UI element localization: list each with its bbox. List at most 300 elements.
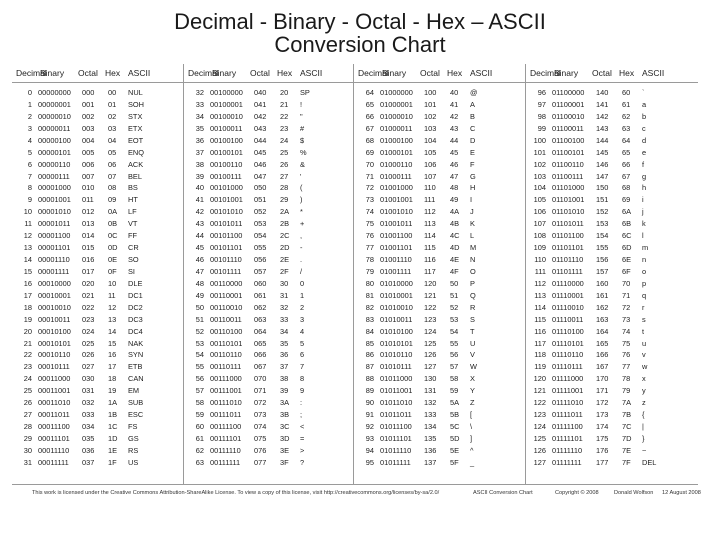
decimal-cell: 4 bbox=[27, 135, 32, 145]
octal-cell: 115 bbox=[424, 243, 436, 253]
binary-cell: 01000011 bbox=[380, 123, 413, 133]
ascii-cell: m bbox=[642, 243, 649, 253]
decimal-cell: 107 bbox=[533, 219, 546, 229]
binary-cell: 00111110 bbox=[210, 445, 241, 455]
octal-cell: 004 bbox=[82, 135, 95, 145]
binary-cell: 00100111 bbox=[210, 171, 242, 181]
header-binary: Binary bbox=[212, 68, 237, 78]
hex-cell: 3C bbox=[280, 422, 290, 432]
hex-cell: 35 bbox=[280, 338, 289, 348]
binary-cell: 01011101 bbox=[380, 433, 412, 443]
header-octal: Octal bbox=[78, 68, 98, 78]
decimal-cell: 47 bbox=[195, 266, 204, 276]
octal-cell: 102 bbox=[424, 111, 437, 121]
octal-cell: 170 bbox=[596, 374, 609, 384]
octal-cell: 145 bbox=[596, 147, 609, 157]
ascii-cell: ENQ bbox=[128, 147, 145, 157]
ascii-cell: 7 bbox=[300, 362, 305, 372]
binary-cell: 00101000 bbox=[210, 183, 243, 193]
decimal-cell: 23 bbox=[23, 362, 32, 372]
ascii-cell: A bbox=[470, 99, 475, 109]
decimal-cell: 34 bbox=[195, 111, 204, 121]
octal-cell: 157 bbox=[596, 266, 609, 276]
ascii-cell: g bbox=[642, 171, 647, 181]
hex-cell: 40 bbox=[450, 88, 459, 97]
ascii-cell: ^ bbox=[470, 445, 474, 455]
ascii-cell: # bbox=[300, 123, 305, 133]
octal-cell: 136 bbox=[424, 445, 437, 455]
octal-cell: 055 bbox=[254, 243, 267, 253]
ascii-cell: Y bbox=[470, 386, 475, 396]
decimal-cell: 31 bbox=[23, 457, 32, 467]
binary-cell: 01111001 bbox=[552, 386, 584, 396]
hex-cell: 42 bbox=[450, 111, 459, 121]
octal-cell: 143 bbox=[596, 123, 609, 133]
octal-cell: 016 bbox=[82, 255, 95, 265]
hex-cell: 23 bbox=[280, 123, 289, 133]
binary-cell: 00001001 bbox=[38, 195, 71, 205]
header-decimal: Decimal bbox=[188, 68, 219, 78]
license-note: This work is licensed under the Creative Commons Attribution-ShareAlike License. To view a copy of this license, visit http://creativecommons.org/licenses/by-sa/2.0/ bbox=[32, 490, 440, 496]
header-binary: Binary bbox=[40, 68, 65, 78]
octal-cell: 077 bbox=[254, 457, 267, 467]
ascii-cell: f bbox=[642, 159, 645, 169]
octal-cell: 163 bbox=[596, 314, 609, 324]
binary-cell: 01110110 bbox=[552, 350, 584, 360]
decimal-cell: 117 bbox=[534, 338, 546, 348]
hex-cell: 59 bbox=[450, 386, 459, 396]
decimal-cell: 106 bbox=[533, 207, 546, 217]
ascii-cell: ( bbox=[300, 183, 303, 193]
decimal-cell: 71 bbox=[365, 171, 374, 181]
binary-cell: 01111101 bbox=[552, 433, 583, 443]
binary-cell: 00001100 bbox=[38, 231, 71, 241]
binary-cell: 00110100 bbox=[210, 326, 243, 336]
decimal-cell: 95 bbox=[365, 457, 374, 467]
decimal-cell: 59 bbox=[195, 410, 204, 420]
hex-cell: 4E bbox=[450, 255, 460, 265]
ascii-cell: z bbox=[642, 398, 646, 408]
binary-cell: 00110001 bbox=[210, 290, 243, 300]
hex-cell: 65 bbox=[622, 147, 631, 157]
decimal-cell: 27 bbox=[23, 410, 32, 420]
decimal-cell: 113 bbox=[534, 290, 546, 300]
ascii-cell: E bbox=[470, 147, 475, 157]
binary-cell: 01001111 bbox=[380, 266, 412, 276]
decimal-cell: 29 bbox=[23, 433, 32, 443]
decimal-cell: 74 bbox=[365, 207, 374, 217]
ascii-cell: 2 bbox=[300, 302, 305, 312]
hex-cell: 46 bbox=[450, 159, 459, 169]
binary-cell: 00011101 bbox=[38, 433, 70, 443]
binary-cell: 01100001 bbox=[552, 99, 585, 109]
decimal-cell: 118 bbox=[534, 350, 546, 360]
decimal-cell: 90 bbox=[365, 398, 374, 408]
hex-cell: 37 bbox=[280, 362, 289, 372]
ascii-cell: - bbox=[300, 243, 303, 253]
binary-cell: 01001010 bbox=[380, 207, 413, 217]
decimal-cell: 60 bbox=[195, 422, 204, 432]
hex-cell: 6E bbox=[622, 255, 632, 265]
hex-cell: 5F bbox=[450, 457, 459, 467]
ascii-cell: SI bbox=[128, 266, 135, 276]
decimal-cell: 109 bbox=[533, 243, 546, 253]
hex-cell: 7C bbox=[622, 422, 632, 432]
decimal-cell: 30 bbox=[23, 445, 32, 455]
header-binary: Binary bbox=[382, 68, 407, 78]
binary-cell: 01101001 bbox=[552, 195, 585, 205]
decimal-cell: 70 bbox=[365, 159, 374, 169]
octal-cell: 044 bbox=[254, 135, 267, 145]
octal-cell: 130 bbox=[424, 374, 437, 384]
header-decimal: Decimal bbox=[530, 68, 561, 78]
decimal-cell: 112 bbox=[534, 278, 546, 288]
hex-cell: 2F bbox=[280, 266, 289, 276]
decimal-cell: 58 bbox=[195, 398, 204, 408]
octal-cell: 106 bbox=[424, 159, 437, 169]
hex-cell: 1D bbox=[108, 433, 118, 443]
ascii-cell: < bbox=[300, 422, 305, 432]
hex-cell: 4C bbox=[450, 231, 460, 241]
hex-cell: 71 bbox=[622, 290, 631, 300]
ascii-cell: 0 bbox=[300, 278, 305, 288]
hex-cell: 79 bbox=[622, 386, 631, 396]
hex-cell: 05 bbox=[108, 147, 117, 157]
octal-cell: 104 bbox=[424, 135, 437, 145]
binary-cell: 00100011 bbox=[210, 123, 243, 133]
octal-cell: 027 bbox=[82, 362, 95, 372]
ascii-cell: : bbox=[300, 398, 303, 408]
octal-cell: 124 bbox=[424, 326, 437, 336]
decimal-cell: 124 bbox=[533, 422, 546, 432]
ascii-cell: DC2 bbox=[128, 302, 143, 312]
octal-cell: 023 bbox=[82, 314, 95, 324]
decimal-cell: 43 bbox=[195, 219, 204, 229]
ascii-cell: ~ bbox=[642, 445, 647, 455]
hex-cell: 24 bbox=[280, 135, 289, 145]
decimal-cell: 39 bbox=[195, 171, 204, 181]
hex-cell: 66 bbox=[622, 159, 631, 169]
ascii-cell: p bbox=[642, 278, 647, 288]
ascii-cell: > bbox=[300, 445, 305, 455]
octal-cell: 042 bbox=[254, 111, 267, 121]
binary-cell: 01011111 bbox=[380, 457, 411, 467]
octal-cell: 164 bbox=[596, 326, 609, 336]
ascii-cell: y bbox=[642, 386, 646, 396]
hex-cell: 1A bbox=[108, 398, 118, 408]
decimal-cell: 85 bbox=[365, 338, 374, 348]
decimal-cell: 10 bbox=[23, 207, 32, 217]
decimal-cell: 119 bbox=[534, 362, 546, 372]
octal-cell: 146 bbox=[596, 159, 609, 169]
chart-title: Decimal - Binary - Octal - Hex – ASCII bbox=[174, 9, 546, 34]
decimal-cell: 7 bbox=[27, 171, 32, 181]
ascii-cell: ] bbox=[470, 433, 473, 443]
ascii-cell: CAN bbox=[128, 374, 144, 384]
decimal-cell: 33 bbox=[195, 99, 204, 109]
binary-cell: 01010011 bbox=[380, 314, 413, 324]
hex-cell: 5D bbox=[450, 433, 460, 443]
ascii-cell: ` bbox=[642, 88, 645, 97]
hex-cell: 08 bbox=[108, 183, 117, 193]
ascii-cell: ? bbox=[300, 457, 305, 467]
hex-cell: 33 bbox=[280, 314, 289, 324]
binary-cell: 01111110 bbox=[552, 445, 583, 455]
decimal-cell: 5 bbox=[27, 147, 32, 157]
decimal-cell: 17 bbox=[23, 290, 32, 300]
octal-cell: 054 bbox=[254, 231, 267, 241]
hex-cell: 11 bbox=[108, 290, 116, 300]
decimal-cell: 83 bbox=[365, 314, 374, 324]
decimal-cell: 116 bbox=[534, 326, 546, 336]
decimal-cell: 125 bbox=[533, 433, 546, 443]
binary-cell: 00011010 bbox=[38, 398, 71, 408]
decimal-cell: 114 bbox=[534, 302, 546, 312]
octal-cell: 165 bbox=[596, 338, 609, 348]
octal-cell: 020 bbox=[82, 278, 95, 288]
binary-cell: 00100010 bbox=[210, 111, 243, 121]
binary-cell: 00001010 bbox=[38, 207, 71, 217]
decimal-cell: 89 bbox=[365, 386, 374, 396]
ascii-cell: SP bbox=[300, 88, 310, 97]
octal-cell: 045 bbox=[254, 147, 267, 157]
binary-cell: 00110101 bbox=[210, 338, 243, 348]
binary-cell: 00100000 bbox=[210, 88, 243, 97]
ascii-cell: F bbox=[470, 159, 475, 169]
hex-cell: 32 bbox=[280, 302, 289, 312]
hex-cell: 10 bbox=[108, 278, 117, 288]
octal-cell: 110 bbox=[424, 183, 436, 193]
decimal-cell: 122 bbox=[533, 398, 546, 408]
hex-cell: 2E bbox=[280, 255, 290, 265]
binary-cell: 01010111 bbox=[380, 362, 412, 372]
ascii-cell: HT bbox=[128, 195, 138, 205]
decimal-cell: 111 bbox=[534, 266, 546, 276]
octal-cell: 167 bbox=[596, 362, 609, 372]
binary-cell: 01010001 bbox=[380, 290, 413, 300]
hex-cell: 09 bbox=[108, 195, 117, 205]
header-octal: Octal bbox=[592, 68, 612, 78]
hex-cell: 67 bbox=[622, 171, 631, 181]
ascii-cell: U bbox=[470, 338, 476, 348]
ascii-cell: k bbox=[642, 219, 646, 229]
decimal-cell: 91 bbox=[365, 410, 374, 420]
hex-cell: 54 bbox=[450, 326, 459, 336]
octal-cell: 111 bbox=[424, 195, 436, 205]
octal-cell: 000 bbox=[82, 88, 95, 97]
binary-cell: 01110111 bbox=[552, 362, 583, 372]
binary-cell: 01101000 bbox=[552, 183, 585, 193]
octal-cell: 113 bbox=[424, 219, 436, 229]
binary-cell: 01110001 bbox=[552, 290, 584, 300]
binary-cell: 00000011 bbox=[38, 123, 71, 133]
decimal-cell: 35 bbox=[195, 123, 204, 133]
ascii-cell: l bbox=[642, 231, 644, 241]
hex-cell: 30 bbox=[280, 278, 289, 288]
ascii-cell: I bbox=[470, 195, 473, 205]
decimal-cell: 55 bbox=[195, 362, 204, 372]
octal-cell: 171 bbox=[596, 386, 609, 396]
decimal-cell: 56 bbox=[195, 374, 204, 384]
hex-cell: 5C bbox=[450, 422, 460, 432]
ascii-cell: c bbox=[642, 123, 646, 133]
binary-cell: 01010110 bbox=[380, 350, 413, 360]
octal-cell: 174 bbox=[596, 422, 609, 432]
hex-cell: 0E bbox=[108, 255, 118, 265]
octal-cell: 035 bbox=[82, 433, 95, 443]
decimal-cell: 82 bbox=[365, 302, 374, 312]
decimal-cell: 69 bbox=[365, 147, 374, 157]
hex-cell: 12 bbox=[108, 302, 117, 312]
ascii-cell: ' bbox=[300, 171, 302, 181]
ascii-cell: SOH bbox=[128, 99, 145, 109]
hex-cell: 36 bbox=[280, 350, 289, 360]
octal-cell: 033 bbox=[82, 410, 95, 420]
ascii-cell: ESC bbox=[128, 410, 144, 420]
decimal-cell: 49 bbox=[195, 290, 204, 300]
binary-cell: 00001111 bbox=[38, 266, 70, 276]
binary-cell: 00011000 bbox=[38, 374, 71, 384]
binary-cell: 01100111 bbox=[552, 171, 584, 181]
binary-cell: 01010100 bbox=[380, 326, 413, 336]
hex-cell: 06 bbox=[108, 159, 117, 169]
header-binary: Binary bbox=[554, 68, 579, 78]
octal-cell: 046 bbox=[254, 159, 267, 169]
hex-cell: 41 bbox=[450, 99, 459, 109]
decimal-cell: 65 bbox=[365, 99, 374, 109]
binary-cell: 00000010 bbox=[38, 111, 71, 121]
hex-cell: 7E bbox=[622, 445, 632, 455]
header-ascii: ASCII bbox=[300, 68, 323, 78]
decimal-cell: 46 bbox=[195, 255, 204, 265]
decimal-cell: 51 bbox=[195, 314, 204, 324]
octal-cell: 014 bbox=[82, 231, 95, 241]
hex-cell: 49 bbox=[450, 195, 459, 205]
octal-cell: 175 bbox=[596, 433, 609, 443]
ascii-cell: NAK bbox=[128, 338, 144, 348]
hex-cell: 3E bbox=[280, 445, 290, 455]
octal-cell: 050 bbox=[254, 183, 267, 193]
decimal-cell: 3 bbox=[27, 123, 32, 133]
binary-cell: 01011000 bbox=[380, 374, 413, 384]
hex-cell: 60 bbox=[622, 88, 631, 97]
hex-cell: 1F bbox=[108, 457, 117, 467]
ascii-cell: q bbox=[642, 290, 647, 300]
decimal-cell: 24 bbox=[23, 374, 32, 384]
binary-cell: 01000001 bbox=[380, 99, 413, 109]
hex-cell: 75 bbox=[622, 338, 631, 348]
hex-cell: 5E bbox=[450, 445, 460, 455]
ascii-cell: BEL bbox=[128, 171, 142, 181]
decimal-cell: 11 bbox=[24, 219, 32, 229]
ascii-cell: _ bbox=[470, 457, 475, 467]
ascii-cell: GS bbox=[128, 433, 139, 443]
binary-cell: 00101001 bbox=[210, 195, 243, 205]
hex-cell: 1C bbox=[108, 422, 118, 432]
octal-cell: 161 bbox=[596, 290, 609, 300]
octal-cell: 030 bbox=[82, 374, 95, 384]
binary-cell: 00011001 bbox=[38, 386, 71, 396]
ascii-cell: DLE bbox=[128, 278, 143, 288]
binary-cell: 01000000 bbox=[380, 88, 413, 97]
decimal-cell: 61 bbox=[195, 433, 204, 443]
decimal-cell: 45 bbox=[195, 243, 204, 253]
decimal-cell: 108 bbox=[533, 231, 546, 241]
hex-cell: 0F bbox=[108, 266, 117, 276]
decimal-cell: 36 bbox=[195, 135, 204, 145]
header-hex: Hex bbox=[277, 68, 293, 78]
hex-cell: 4D bbox=[450, 243, 460, 253]
ascii-cell: RS bbox=[128, 445, 139, 455]
ascii-cell: + bbox=[300, 219, 305, 229]
hex-cell: 74 bbox=[622, 326, 631, 336]
binary-cell: 00001110 bbox=[38, 255, 70, 265]
hex-cell: 28 bbox=[280, 183, 289, 193]
decimal-cell: 66 bbox=[365, 111, 374, 121]
hex-cell: 43 bbox=[450, 123, 459, 133]
decimal-cell: 98 bbox=[537, 111, 546, 121]
hex-cell: 2A bbox=[280, 207, 290, 217]
ascii-cell: CR bbox=[128, 243, 139, 253]
octal-cell: 003 bbox=[82, 123, 95, 133]
octal-cell: 047 bbox=[254, 171, 267, 181]
decimal-cell: 37 bbox=[195, 147, 204, 157]
octal-cell: 177 bbox=[596, 457, 609, 467]
ascii-cell: x bbox=[642, 374, 646, 384]
binary-cell: 00111010 bbox=[210, 398, 242, 408]
binary-cell: 01111100 bbox=[552, 422, 583, 432]
ascii-cell: 9 bbox=[300, 386, 305, 396]
decimal-cell: 68 bbox=[365, 135, 374, 145]
ascii-cell: ! bbox=[300, 99, 303, 109]
binary-cell: 01110011 bbox=[552, 314, 584, 324]
ascii-cell: SYN bbox=[128, 350, 144, 360]
hex-cell: 7F bbox=[622, 457, 631, 467]
decimal-cell: 26 bbox=[23, 398, 32, 408]
ascii-cell: R bbox=[470, 302, 476, 312]
ascii-cell: DC1 bbox=[128, 290, 143, 300]
hex-cell: 07 bbox=[108, 171, 117, 181]
binary-cell: 00001011 bbox=[38, 219, 71, 229]
hex-cell: 27 bbox=[280, 171, 289, 181]
octal-cell: 056 bbox=[254, 255, 267, 265]
decimal-cell: 101 bbox=[533, 147, 546, 157]
octal-cell: 103 bbox=[424, 123, 437, 133]
ascii-cell: STX bbox=[128, 111, 143, 121]
octal-cell: 117 bbox=[424, 266, 436, 276]
hex-cell: 73 bbox=[622, 314, 631, 324]
hex-cell: 39 bbox=[280, 386, 289, 396]
binary-cell: 01101110 bbox=[552, 255, 584, 265]
binary-cell: 01110100 bbox=[552, 326, 584, 336]
ascii-cell: o bbox=[642, 266, 647, 276]
decimal-cell: 87 bbox=[365, 362, 374, 372]
octal-cell: 176 bbox=[596, 445, 609, 455]
decimal-cell: 41 bbox=[195, 195, 204, 205]
ascii-cell: ETB bbox=[128, 362, 143, 372]
octal-cell: 013 bbox=[82, 219, 95, 229]
octal-cell: 002 bbox=[82, 111, 95, 121]
decimal-cell: 22 bbox=[23, 350, 32, 360]
binary-cell: 01001101 bbox=[380, 243, 413, 253]
hex-cell: 18 bbox=[108, 374, 117, 384]
octal-cell: 101 bbox=[424, 99, 437, 109]
binary-cell: 00110000 bbox=[210, 278, 243, 288]
octal-cell: 150 bbox=[596, 183, 609, 193]
octal-cell: 017 bbox=[82, 266, 95, 276]
octal-cell: 037 bbox=[82, 457, 95, 467]
binary-cell: 01000010 bbox=[380, 111, 413, 121]
